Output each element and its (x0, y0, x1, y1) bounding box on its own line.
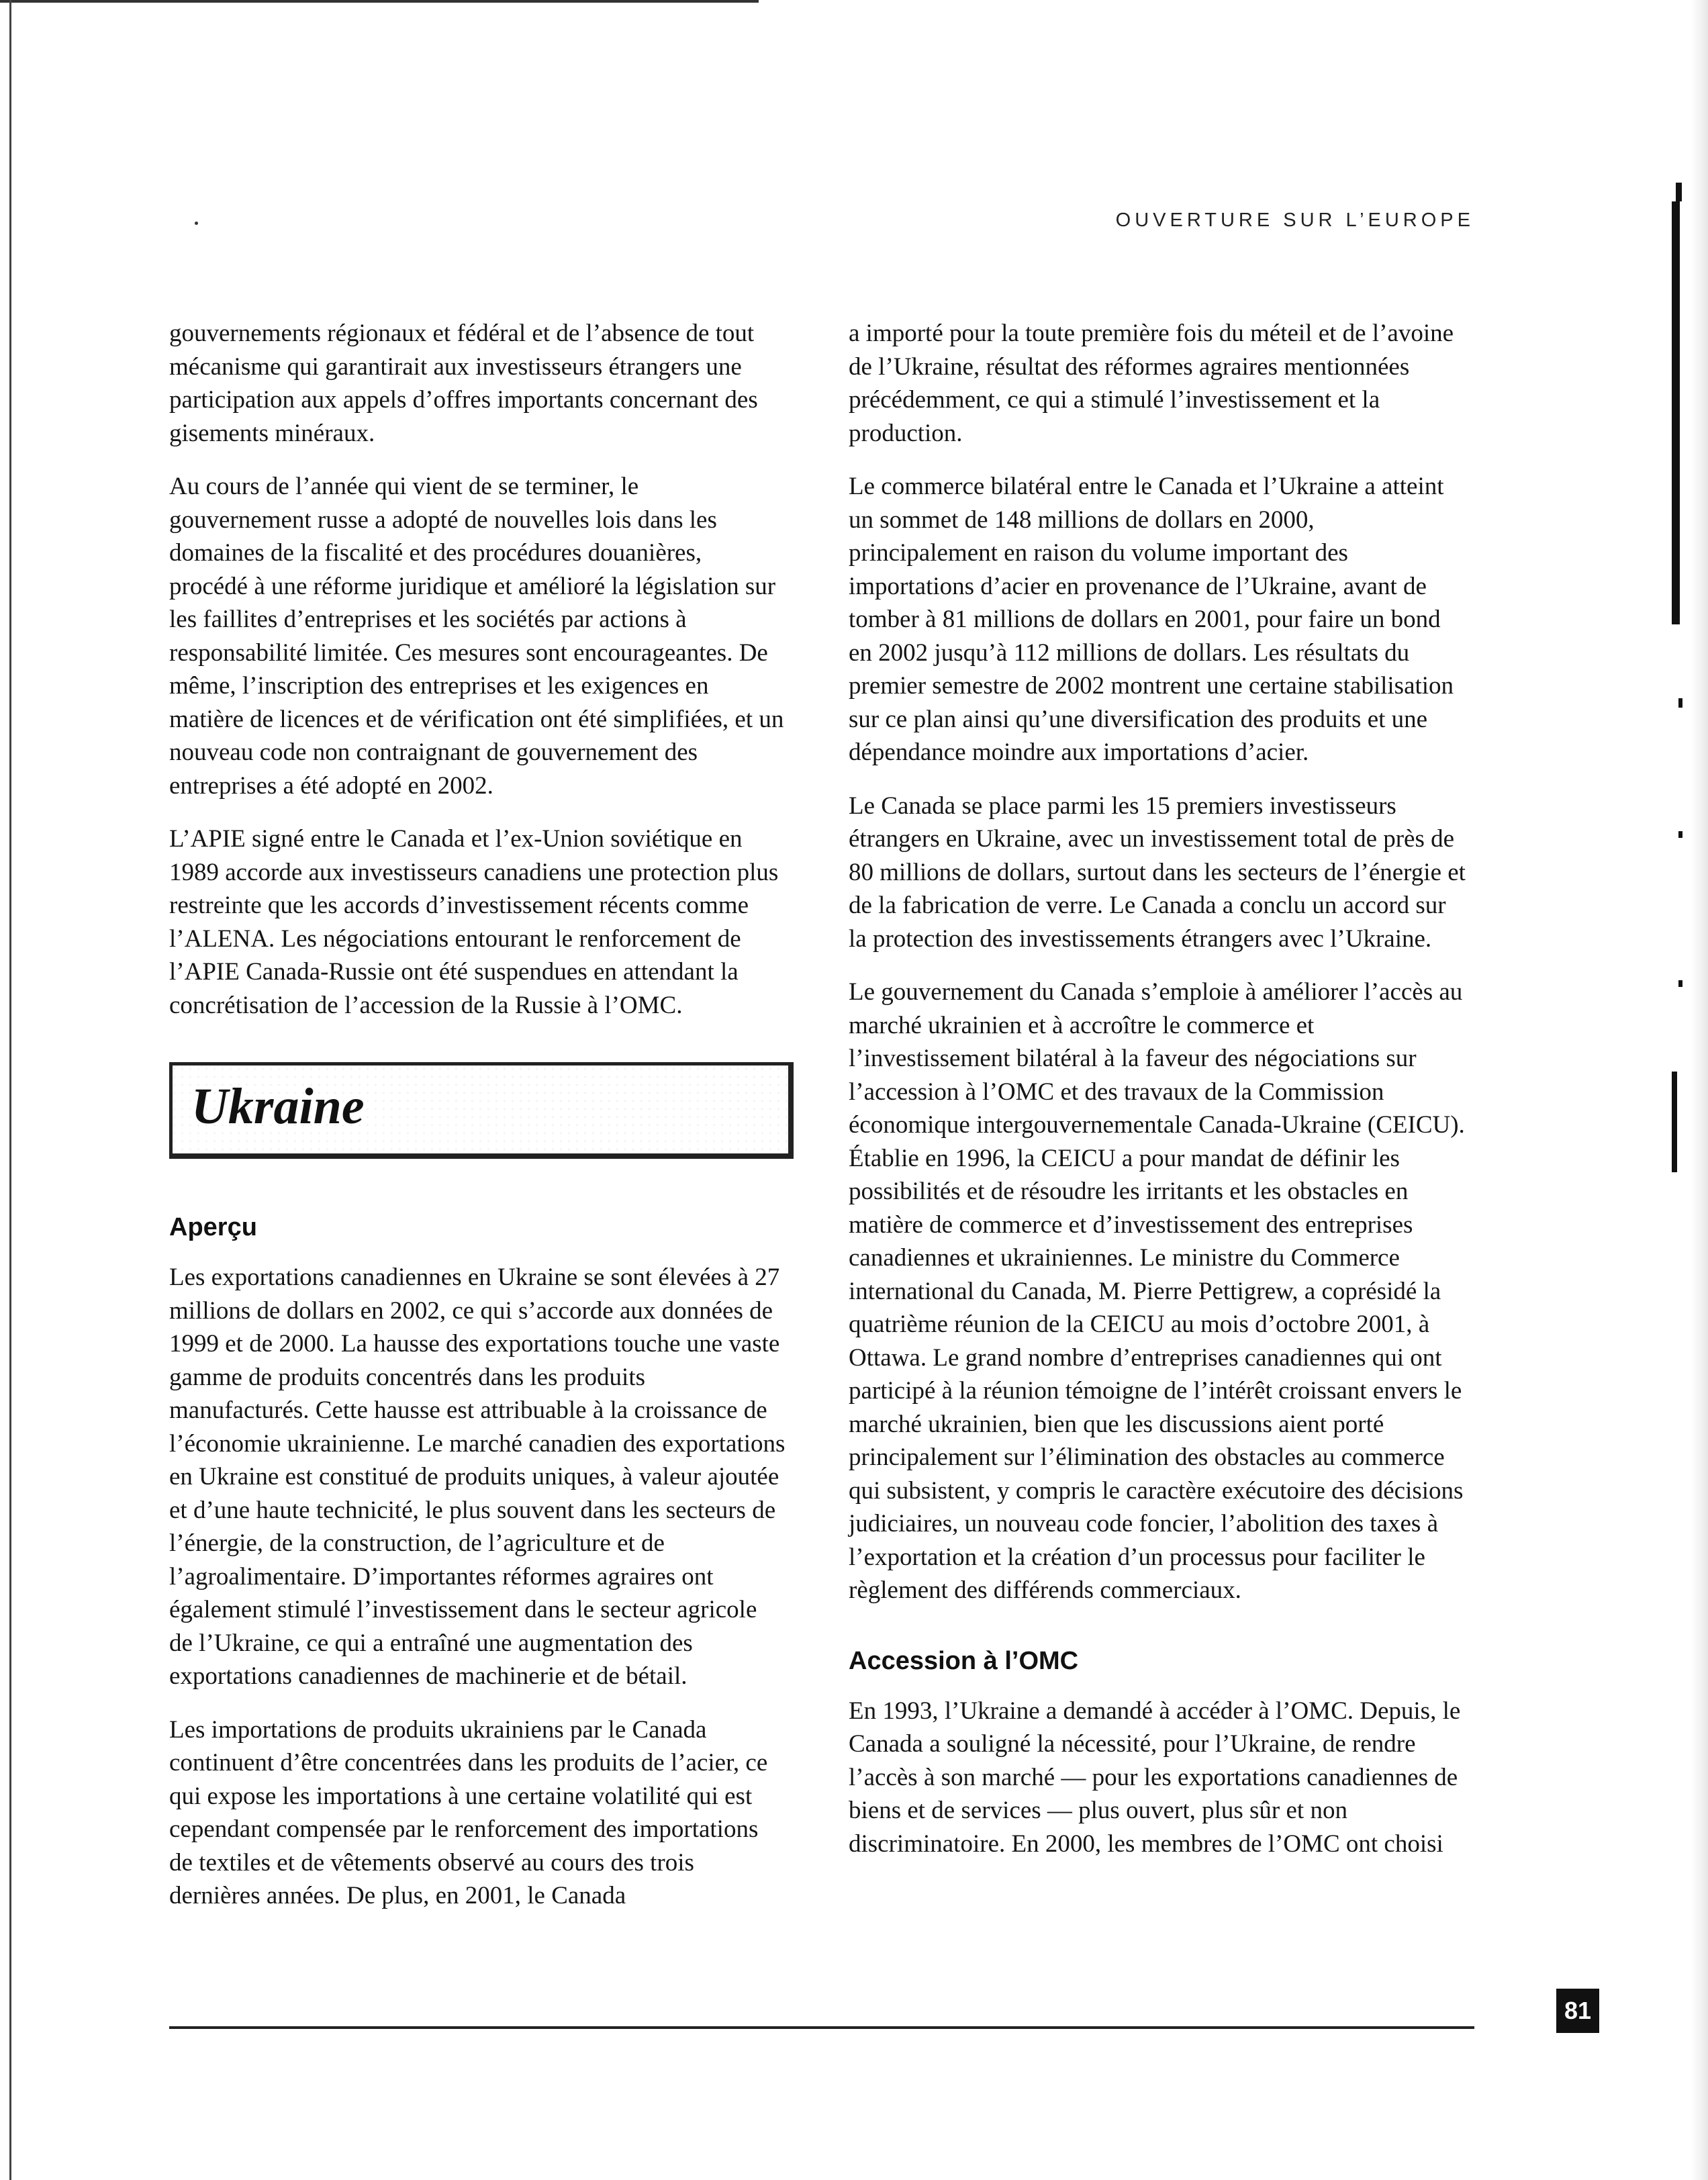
page-number: 81 (1556, 1989, 1599, 2033)
scan-mark (1676, 183, 1682, 201)
body-paragraph: En 1993, l’Ukraine a demandé à accéder à l’OMC. Depuis, le Canada a souligné la nécessité, pour l’Ukraine, de rendre l’accès à son marché — pour les exportations canadiennes de biens et de services — plus ouvert, plus sûr et non discriminatoire. En 2000, les membres de l’OMC ont choisi (849, 1697, 1461, 1858)
scan-mark (1678, 980, 1682, 987)
body-paragraph: Le commerce bilatéral entre le Canada et l’Ukraine a atteint un sommet de 148 millions de dollars en 2000, principalement en raison du volume important des importations d’acier en provenance de l’Ukraine, avant de tomber à 81 millions de dollars en 2001, pour faire un bond en 2002 jusqu’à 112 millions de dollars. Les résultats du premier semestre de 2002 montrent une certaine stabilisation sur ce plan ainsi qu’une diversification des produits et une dépendance moindre aux importations d’acier. (849, 473, 1454, 766)
running-head: OUVERTURE SUR L’EUROPE (1115, 209, 1474, 231)
scan-mark (1678, 698, 1682, 708)
margin-dot (195, 222, 198, 225)
scan-mark (1672, 201, 1680, 624)
body-paragraph: gouvernements régionaux et fédéral et de l’absence de tout mécanisme qui garantirait aux investisseurs étrangers une participation aux appels d’offres importants concernant des gisements minéraux. (169, 320, 758, 447)
section-title: Ukraine (191, 1078, 365, 1135)
body-paragraph: a importé pour la toute première fois du méteil et de l’avoine de l’Ukraine, résultat des réformes agraires mentionnées précédemment, ce qui a stimulé l’investissement et la production. (849, 320, 1454, 447)
scan-top-edge (0, 0, 759, 3)
left-column (169, 317, 786, 1933)
subhead-overview: Aperçu (169, 1213, 257, 1241)
scan-mark (1672, 1072, 1677, 1172)
scan-right-edge (1691, 0, 1708, 2180)
scan-mark (1678, 831, 1682, 838)
body-paragraph: Le Canada se place parmi les 15 premiers investisseurs étrangers en Ukraine, avec un investissement total de près de 80 millions de dollars, surtout dans les secteurs de l’énergie et de la fabrication de verre. Le Canada a conclu un accord sur la protection des investissements étrangers avec l’Ukraine. (849, 792, 1466, 953)
body-paragraph: Le gouvernement du Canada s’emploie à améliorer l’accès au marché ukrainien et à accroître le commerce et l’investissement bilatéral à la faveur des négociations sur l’accession à l’OMC et des travaux de la Commission économique intergouvernementale Canada-Ukraine (CEICU). Établie en 1996, la CEICU a pour mandat de définir les possibilités et de résoudre les irritants et les obstacles en matière de commerce et d’investissement des entreprises canadiennes et ukrainiennes. Le ministre du Commerce international du Canada, M. Pierre Pettigrew, a coprésidé la quatrième réunion de la CEICU au mois d’octobre 2001, à Ottawa. Le grand nombre d’entreprises canadiennes qui ont participé à la réunion témoigne de l’intérêt croissant envers le marché ukrainien, bien que les discussions aient porté principalement sur l’élimination des obstacles au commerce qui subsistent, y compris le caractère exécutoire des décisions judiciaires, un nouveau code foncier, l’abolition des taxes à l’exportation et la création d’un processus pour faciliter le règlement des différends commerciaux. (849, 978, 1465, 1604)
body-paragraph: Les exportations canadiennes en Ukraine se sont élevées à 27 millions de dollars en 2002, ce qui s’accorde aux données de 1999 et de 2000. La hausse des exportations touche une vaste gamme de produits concentrés dans les produits manufacturés. Cette hausse est attribuable à la croissance de l’économie ukrainienne. Le marché canadien des exportations en Ukraine est constitué de produits uniques, à valeur ajoutée et d’une haute technicité, le plus souvent dans les secteurs de l’énergie, de la construction, de l’agriculture et de l’agroalimentaire. D’importantes réformes agraires ont également stimulé l’investissement dans le secteur agricole de l’Ukraine, ce qui a entraîné une augmentation des exportations canadiennes de machinerie et de bétail. (169, 1264, 786, 1690)
body-paragraph: L’APIE signé entre le Canada et l’ex-Union soviétique en 1989 accorde aux investisseurs canadiens une protection plus restreinte que les accords d’investissement récents comme l’ALENA. Les négociations entourant le renforcement de l’APIE Canada-Russie ont été suspendues en attendant la concrétisation de l’accession de la Russie à l’OMC. (169, 825, 779, 1019)
subhead-wto-accession: Accession à l’OMC (849, 1646, 1079, 1675)
body-paragraph: Au cours de l’année qui vient de se terminer, le gouvernement russe a adopté de nouvelles lois dans les domaines de la fiscalité et des procédures douanières, procédé à une réforme juridique et amélioré la législation sur les faillites d’entreprises et les sociétés par actions à responsabilité limitée. Ces mesures sont encourageantes. De même, l’inscription des entreprises et les exigences en matière de licences et de vérification ont été simplifiées, et un nouveau code non contraignant de gouvernement des entreprises a été adopté en 2002. (169, 473, 784, 800)
right-column (849, 317, 1469, 1881)
scan-left-edge (9, 0, 11, 2180)
body-paragraph: Les importations de produits ukrainiens par le Canada continuent d’être concentrées dans les produits de l’acier, ce qui expose les importations à une certaine volatilité qui est cependant compensée par le renforcement des importations de textiles et de vêtements observé au cours des trois dernières années. De plus, en 2001, le Canada (169, 1715, 768, 1909)
section-title-box (169, 1062, 794, 1159)
footer-rule (169, 2026, 1474, 2029)
